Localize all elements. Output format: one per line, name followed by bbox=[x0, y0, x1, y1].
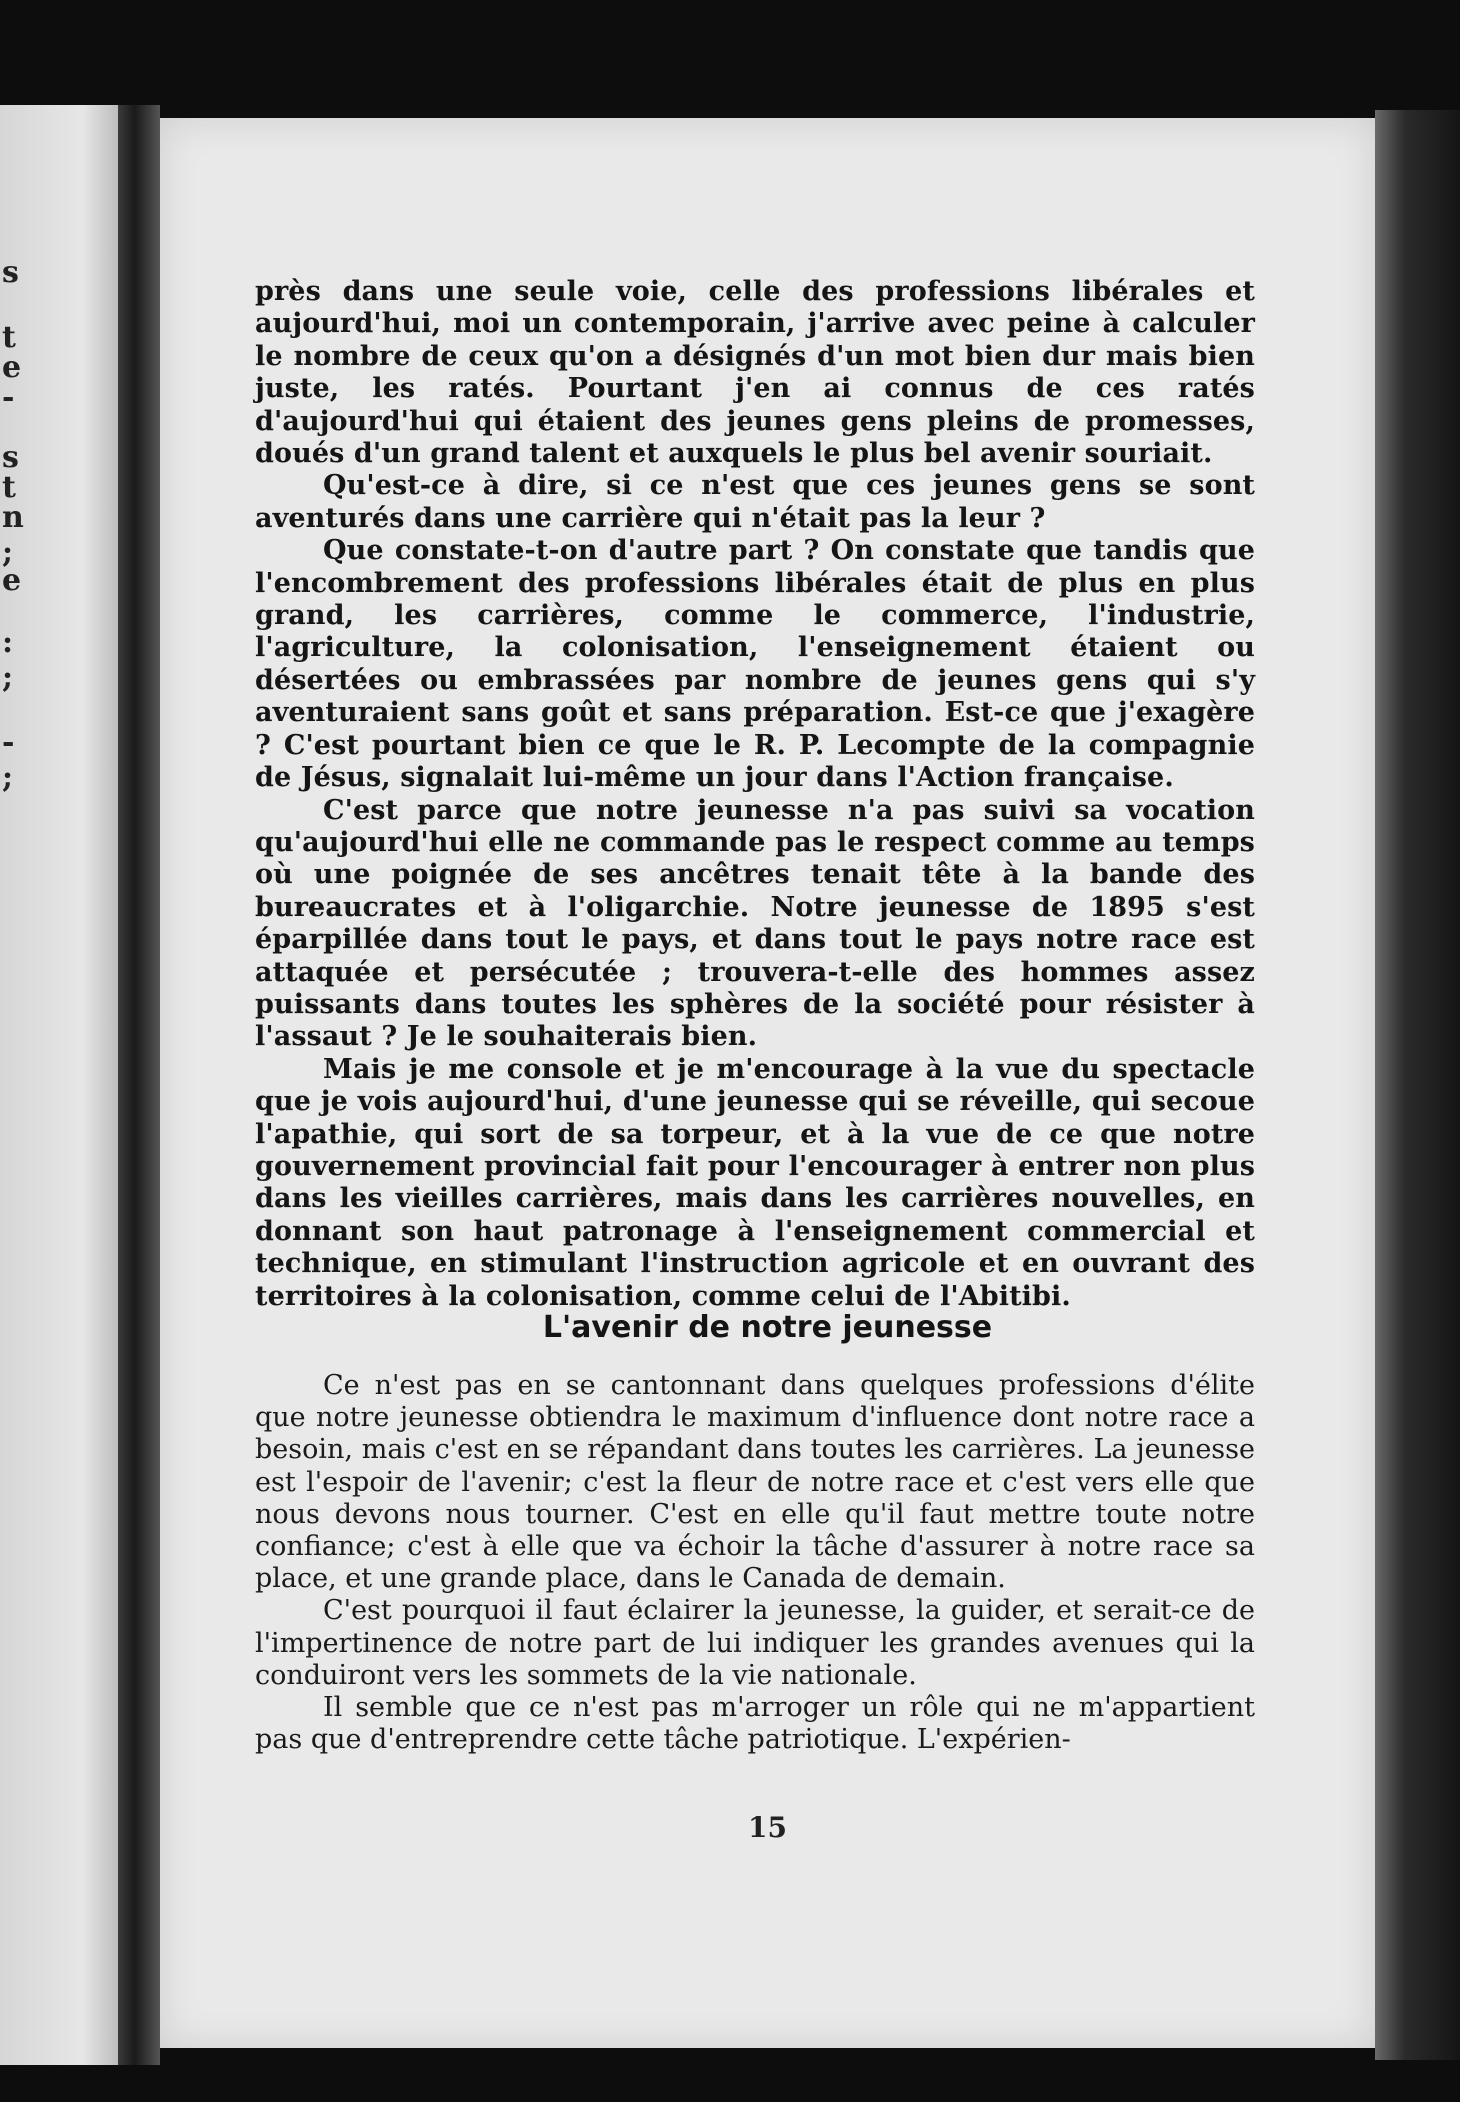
page-number: 15 bbox=[748, 1811, 787, 1844]
body-text-top bbox=[255, 276, 1255, 1313]
edge-letter: - bbox=[2, 725, 15, 760]
edge-letter: : bbox=[2, 625, 14, 660]
edge-letter: n bbox=[2, 500, 24, 535]
edge-letter: s bbox=[2, 440, 19, 475]
edge-letter: e bbox=[2, 350, 22, 385]
edge-letter: ; bbox=[2, 760, 14, 795]
paragraph: Il semble que ce n'est pas m'arroger un rôle qui ne m'appartient pas que d'entreprendre cette tâche patriotique. L'expérien- bbox=[255, 1692, 1255, 1756]
edge-letter: e bbox=[2, 563, 22, 598]
right-page-edge bbox=[1375, 110, 1460, 2060]
edge-letter: ; bbox=[2, 660, 14, 695]
paragraph: C'est pourquoi il faut éclairer la jeunesse, la guider, et serait-ce de l'impertinence de notre part de lui indiquer les grandes avenues qui la conduiront vers les sommets de la vie nationale. bbox=[255, 1595, 1255, 1691]
edge-letter: t bbox=[2, 320, 16, 355]
paragraph: Qu'est-ce à dire, si ce n'est que ces jeunes gens se sont aventurés dans une carrière qui n'était pas la leur ? bbox=[255, 470, 1255, 534]
section-heading: L'avenir de notre jeunesse bbox=[542, 1310, 993, 1345]
paragraph: près dans une seule voie, celle des professions libérales et aujourd'hui, moi un contemporain, j'arrive avec peine à calculer le nombre de ceux qu'on a désignés d'un mot bien dur mais bien juste, les ratés. Pourtant j'en ai connus de ces ratés d'aujourd'hui qui étaient des jeunes gens pleins de promesses, doués d'un grand talent et auxquels le plus bel avenir souriait. bbox=[255, 276, 1255, 470]
book-gutter bbox=[118, 105, 160, 2065]
edge-letter: t bbox=[2, 470, 16, 505]
edge-letter: - bbox=[2, 380, 15, 415]
paragraph: Ce n'est pas en se cantonnant dans quelques professions d'élite que notre jeunesse obtiendra le maximum d'influence dont notre race a besoin, mais c'est en se répandant dans toutes les carrières. La jeunesse est l'espoir de l'avenir; c'est la fleur de notre race et c'est vers elle que nous devons nous tourner. C'est en elle qu'il faut mettre toute notre confiance; c'est à elle que va échoir la tâche d'assurer à notre race sa place, et une grande place, dans le Canada de demain. bbox=[255, 1370, 1255, 1595]
paragraph: C'est parce que notre jeunesse n'a pas suivi sa vocation qu'aujourd'hui elle ne commande pas le respect comme au temps où une poignée de ses ancêtres tenait tête à la bande des bureaucrates et à l'oligarchie. Notre jeunesse de 1895 s'est éparpillée dans tout le pays, et dans tout le pays notre race est attaquée et persécutée ; trouvera-t-elle des hommes assez puissants dans toutes les sphères de la société pour résister à l'assaut ? Je le souhaiterais bien. bbox=[255, 794, 1255, 1053]
edge-letter: s bbox=[2, 255, 19, 290]
book-page bbox=[160, 118, 1375, 2048]
left-page-edge bbox=[0, 105, 118, 2065]
paragraph: Que constate-t-on d'autre part ? On constate que tandis que l'encombrement des professions libérales était de plus en plus grand, les carrières, comme le commerce, l'industrie, l'agriculture, la colonisation, l'enseignement étaient ou désertées ou embrassées par nombre de jeunes gens qui s'y aventuraient sans goût et sans préparation. Est-ce que j'exagère ? C'est pourtant bien ce que le R. P. Lecompte de la compagnie de Jésus, signalait lui-même un jour dans l'Action française. bbox=[255, 535, 1255, 794]
edge-letter: ; bbox=[2, 535, 14, 570]
body-text-bottom bbox=[255, 1370, 1255, 1756]
paragraph: Mais je me console et je m'encourage à la vue du spectacle que je vois aujourd'hui, d'une jeunesse qui se réveille, qui secoue l'apathie, qui sort de sa torpeur, et à la vue de ce que notre gouvernement provincial fait pour l'encourager à entrer non plus dans les vieilles carrières, mais dans les carrières nouvelles, en donnant son haut patronage à l'enseignement commercial et technique, en stimulant l'instruction agricole et en ouvrant des territoires à la colonisation, comme celui de l'Abitibi. bbox=[255, 1053, 1255, 1312]
